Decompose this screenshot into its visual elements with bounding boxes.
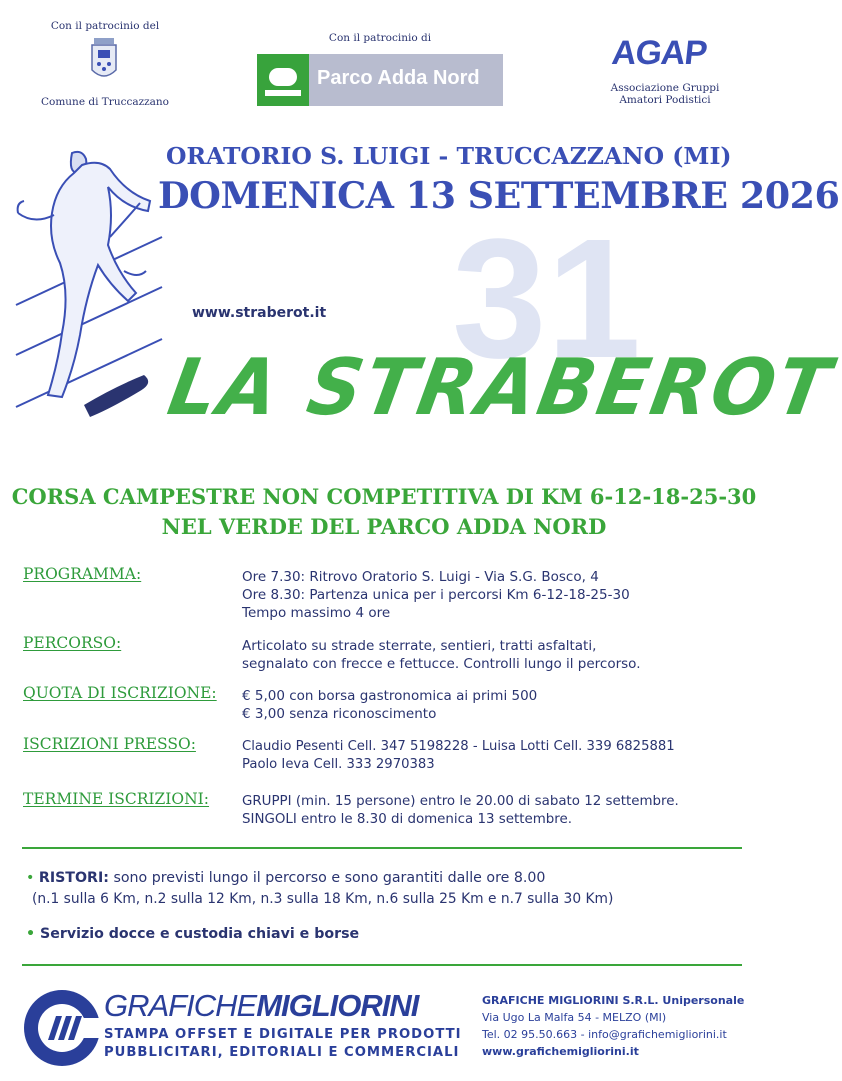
termine-line: GRUPPI (min. 15 persone) entro le 20.00 di sabato 12 settembre. bbox=[242, 794, 679, 809]
iscrizioni-line: Claudio Pesenti Cell. 347 5198228 - Luisa Lotti Cell. 339 6825881 bbox=[242, 739, 675, 754]
programma-line: Ore 8.30: Partenza unica per i percorsi Km 6-12-18-25-30 bbox=[242, 587, 630, 603]
parco-caption: Con il patrocinio di bbox=[328, 32, 432, 44]
migliorini-logo-icon bbox=[22, 988, 102, 1068]
agap-caption bbox=[595, 82, 735, 106]
label-programma: PROGRAMMA: bbox=[23, 565, 142, 583]
ristori-note: • RISTORI: sono previsti lungo il percorso e sono garantiti dalle ore 8.00 bbox=[26, 870, 546, 886]
value-programma bbox=[242, 568, 630, 622]
divider-bottom bbox=[22, 964, 742, 966]
footer-address: Via Ugo La Malfa 54 - MELZO (MI) bbox=[482, 1011, 667, 1024]
footer-tagline2: PUBBLICITARI, EDITORIALI E COMMERCIALI bbox=[104, 1045, 460, 1060]
percorso-line: Articolato su strade sterrate, sentieri, tratti asfaltati, bbox=[242, 638, 597, 654]
parco-logo bbox=[257, 54, 503, 106]
value-quota bbox=[242, 687, 537, 723]
quota-line: € 5,00 con borsa gastronomica ai primi 500 bbox=[242, 688, 538, 704]
agap-caption-line2: Amatori Podistici bbox=[619, 94, 711, 106]
footer-phone-email: Tel. 02 95.50.663 - info@grafichemigliorini.it bbox=[482, 1028, 727, 1041]
value-iscrizioni bbox=[242, 738, 675, 774]
event-location: ORATORIO S. LUIGI - TRUCCAZZANO (MI) bbox=[166, 142, 732, 170]
divider-top bbox=[22, 847, 742, 849]
event-name: LA STRABEROT bbox=[161, 342, 840, 433]
footer-website: www.grafichemigliorini.it bbox=[482, 1045, 639, 1058]
percorso-line: segnalato con frecce e fettucce. Controlli lungo il percorso. bbox=[242, 656, 641, 672]
value-percorso bbox=[242, 637, 641, 673]
agap-caption-line1: Associazione Gruppi bbox=[610, 82, 720, 94]
comune-caption-top: Con il patrocinio del bbox=[50, 20, 160, 32]
ristori-detail: (n.1 sulla 6 Km, n.2 sulla 12 Km, n.3 sulla 18 Km, n.6 sulla 25 Km e n.7 sulla 30 Km) bbox=[32, 891, 614, 907]
label-iscrizioni: ISCRIZIONI PRESSO: bbox=[23, 735, 196, 753]
parco-logo-icon bbox=[257, 54, 309, 106]
termine-line: SINGOLI entro le 8.30 di domenica 13 settembre. bbox=[242, 812, 572, 827]
agap-logo: AGAP bbox=[610, 34, 709, 72]
comune-crest-icon bbox=[88, 36, 120, 86]
label-percorso: PERCORSO: bbox=[23, 634, 122, 652]
runner-illustration-icon bbox=[14, 145, 164, 445]
ristori-label: RISTORI: bbox=[38, 870, 109, 886]
programma-line: Ore 7.30: Ritrovo Oratorio S. Luigi - Via S.G. Bosco, 4 bbox=[242, 569, 599, 585]
parco-logo-text: Parco Adda Nord bbox=[317, 67, 480, 89]
label-termine: TERMINE ISCRIZIONI: bbox=[23, 790, 210, 808]
value-termine bbox=[242, 793, 679, 829]
footer-contacts bbox=[482, 992, 752, 1060]
footer-tagline1: STAMPA OFFSET E DIGITALE PER PRODOTTI bbox=[104, 1027, 462, 1042]
ristori-text: sono previsti lungo il percorso e sono garantiti dalle ore 8.00 bbox=[113, 870, 546, 886]
comune-caption-bottom: Comune di Truccazzano bbox=[40, 96, 170, 108]
subtitle-line1: CORSA CAMPESTRE NON COMPETITIVA DI KM 6-12-18-25-30 bbox=[11, 484, 757, 509]
programma-line: Tempo massimo 4 ore bbox=[242, 605, 391, 621]
event-date: DOMENICA 13 SETTEMBRE 2026 bbox=[158, 174, 840, 217]
quota-line: € 3,00 senza riconoscimento bbox=[242, 706, 437, 722]
footer-brand-bold: MIGLIORINI bbox=[256, 988, 419, 1023]
servizio-note: • Servizio docce e custodia chiavi e borse bbox=[26, 926, 360, 942]
footer-brand bbox=[104, 988, 418, 1024]
event-website: www.straberot.it bbox=[192, 305, 327, 321]
label-quota: QUOTA DI ISCRIZIONE: bbox=[23, 684, 217, 702]
iscrizioni-line: Paolo Ieva Cell. 333 2970383 bbox=[242, 757, 435, 772]
footer-brand-light: GRAFICHE bbox=[104, 988, 257, 1023]
edition-number: 31 bbox=[452, 204, 642, 394]
subtitle-line2: NEL VERDE DEL PARCO ADDA NORD bbox=[161, 514, 607, 539]
footer-company: GRAFICHE MIGLIORINI S.R.L. Unipersonale bbox=[482, 994, 745, 1007]
servizio-text: Servizio docce e custodia chiavi e borse bbox=[40, 926, 360, 942]
